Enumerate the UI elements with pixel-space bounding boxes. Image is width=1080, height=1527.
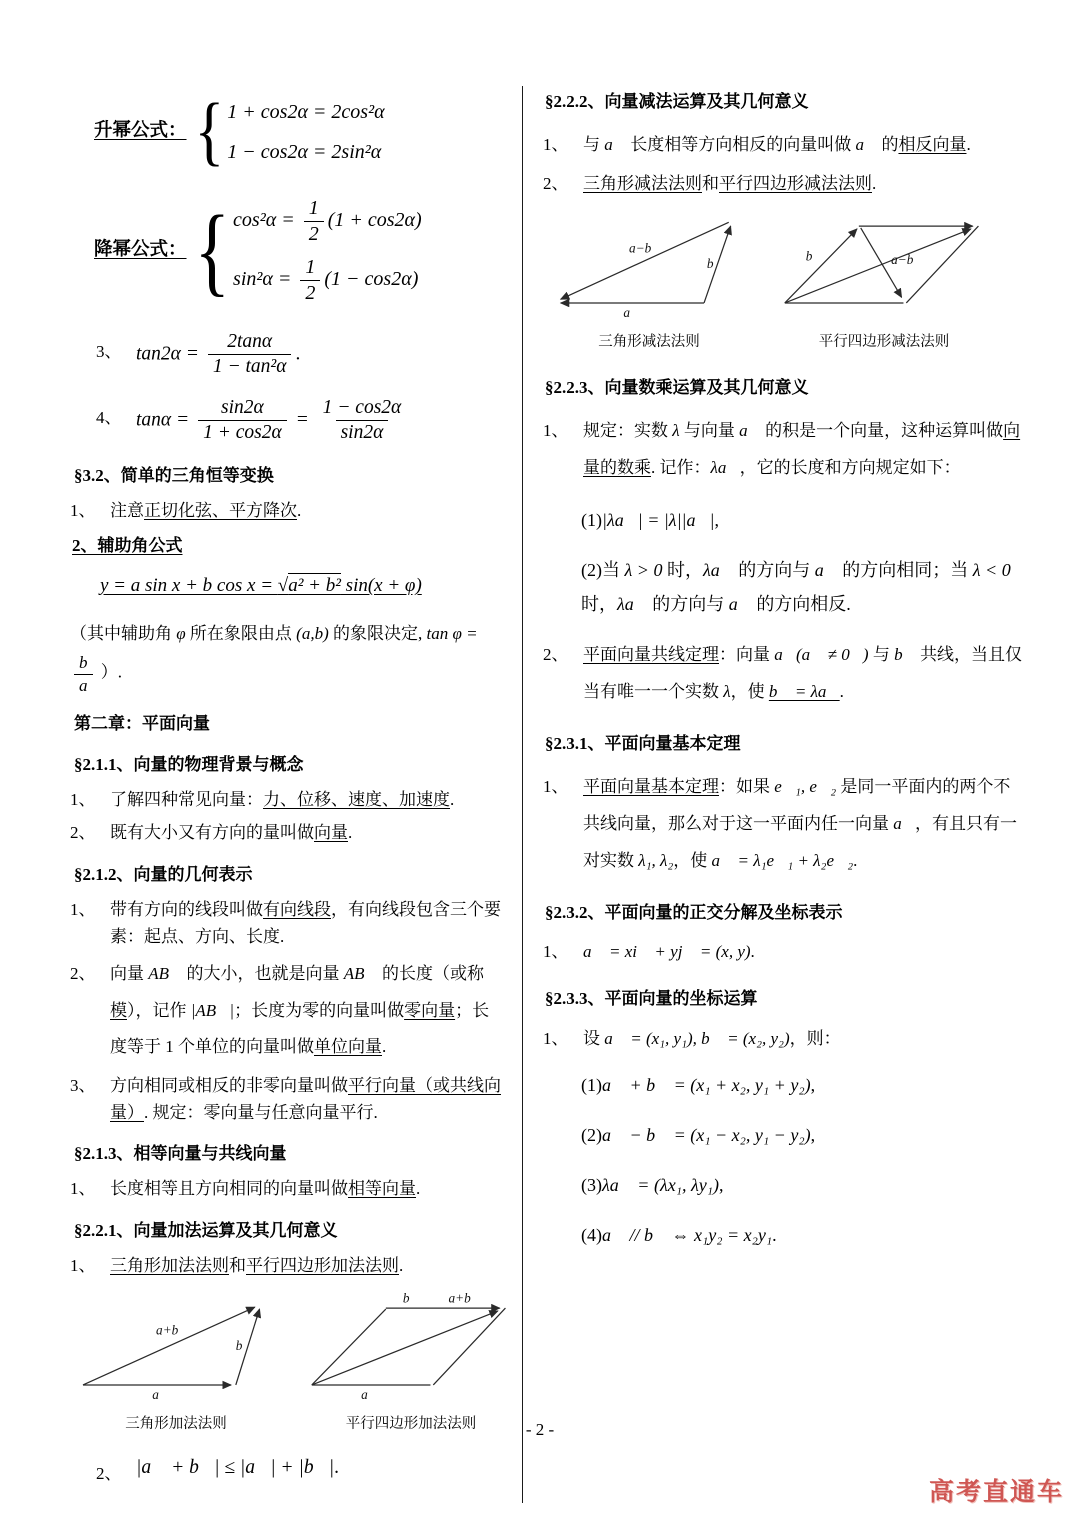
- item-number: 3、: [70, 1075, 96, 1095]
- section-heading-3-2: §3.2、简单的三角恒等变换: [74, 465, 274, 485]
- scalar-mult-rule-2: (2)当 λ > 0 时，λa⃗ 的方向与 a⃗ 的方向相同；当 λ < 0 时，λa⃗ 的方向与 a⃗ 的方向相反.: [581, 559, 1011, 614]
- fraction: $\frac{\sin 2\alpha}{1 + \cos 2\alpha}$: [198, 396, 287, 446]
- label-a-minus-b: a−b: [629, 240, 652, 256]
- addition-diagrams: [76, 1291, 506, 1436]
- raise-power-formula-block: [94, 88, 506, 176]
- formula-line: 1 + cos2α = 2cos²α: [227, 101, 385, 123]
- fraction: $\frac{1}{2}$: [300, 255, 320, 306]
- parallelogram-subtraction-diagram: [777, 209, 991, 354]
- scalar-mult-rule-1: (1)|λa⃗| = |λ||a⃗|,: [581, 509, 719, 530]
- coordinate-op-2: (2)a⃗ − b⃗ = (x₁ − x₂, y₁ − y₂),: [581, 1125, 816, 1145]
- parallelogram-subtraction-svg: [777, 209, 991, 321]
- item-text: 了解四种常见向量：力、位移、速度、加速度.: [110, 790, 455, 810]
- section-heading-2-1-1: §2.1.1、向量的物理背景与概念: [74, 754, 304, 774]
- list-item: [70, 819, 506, 846]
- collinear-theorem-item: [543, 637, 1024, 710]
- right-column: [523, 86, 1024, 1503]
- chapter-2-heading: 第二章：平面向量: [74, 713, 210, 733]
- section-heading-2-2-2: §2.2.2、向量减法运算及其几何意义: [545, 92, 809, 111]
- triangle-subtraction-svg: [549, 209, 749, 321]
- orthogonal-decomposition-item: [543, 938, 1024, 965]
- label-b: b: [706, 255, 714, 271]
- item-text: 三角形加法法则和平行四边形加法法则.: [110, 1255, 404, 1275]
- subtraction-diagrams: [549, 209, 1024, 354]
- item-text: 设 a⃗ = (x₁, y₁), b⃗ = (x₂, y₂)，则：: [583, 1028, 841, 1048]
- item-formula: tan2α = $\frac{2\tan\alpha}{\text{1 − tan²α}}$ .: [136, 330, 506, 380]
- list-item: [543, 413, 1024, 486]
- vector-labels: [152, 1323, 243, 1403]
- list-item: [70, 1175, 506, 1202]
- label-a-minus-b: a−b: [891, 251, 914, 267]
- note-text: （其中辅助角 φ 所在象限由点 (a,b) 的象限决定, tan φ =: [70, 624, 478, 644]
- item-number: 1、: [70, 790, 96, 810]
- item-text: 与 a⃗ 长度相等方向相反的向量叫做 a⃗ 的相反向量.: [583, 135, 971, 155]
- left-brace: {: [194, 88, 225, 174]
- left-brace: {: [194, 195, 231, 306]
- formula-text: sin²α =: [233, 268, 297, 291]
- vector-lines: [561, 222, 731, 303]
- list-item: [70, 1072, 506, 1126]
- item-number: 2、: [543, 645, 569, 665]
- fraction: $\frac{1}{2}$: [304, 196, 324, 247]
- item-number: 1、: [70, 1179, 96, 1199]
- parallelogram-addition-diagram: [304, 1291, 518, 1436]
- list-item: [70, 786, 506, 813]
- formula-text: (1 + cos2α): [327, 209, 422, 232]
- label-a: a: [152, 1387, 159, 1403]
- item-text: 方向相同或相反的非零向量叫做平行向量（或共线向量）. 规定：零向量与任意向量平行.: [110, 1075, 501, 1122]
- aux-angle-heading: 2、辅助角公式: [72, 535, 183, 555]
- label-b: b: [402, 1290, 410, 1306]
- parallelogram-addition-svg: [304, 1291, 518, 1403]
- vector-lines: [312, 1308, 506, 1385]
- item-text: 带有方向的线段叫做有向线段，有向线段包含三个要素：起点、方向、长度.: [110, 899, 501, 946]
- section-heading-2-3-3: §2.3.3、平面向量的坐标运算: [545, 989, 758, 1009]
- formula-text: (1 − cos2α): [324, 268, 419, 291]
- section-heading-2-3-1: §2.3.1、平面向量基本定理: [545, 734, 741, 754]
- left-column: [70, 86, 522, 1503]
- coordinate-op-3: (3)λa⃗ = (λx₁, λy₁),: [581, 1175, 724, 1196]
- item-text: 三角形减法法则和平行四边形减法法则.: [583, 173, 877, 193]
- fraction: $\frac{b}{a}$: [74, 652, 93, 696]
- section-heading-2-2-3: §2.2.3、向量数乘运算及其几何意义: [545, 378, 809, 398]
- item-number: 1、: [543, 1028, 569, 1048]
- item-text: 平面向量共线定理：向量 a⃗(a⃗ ≠ 0⃗) 与 b⃗ 共线，当且仅当有唯一一个实数 λ，使 b⃗ = λa⃗.: [583, 645, 1023, 701]
- formula-item-tan-2a: [96, 330, 506, 380]
- lower-power-label: 降幂公式：: [94, 240, 187, 261]
- formula-text: cos²α =: [233, 209, 300, 232]
- label-a: a: [361, 1387, 368, 1403]
- watermark: 高考直通车: [928, 1479, 1064, 1506]
- item-number: 2、: [96, 1464, 122, 1484]
- vector-labels: [623, 241, 714, 321]
- label-b: b: [805, 248, 813, 264]
- section-heading-2-1-3: §2.1.3、相等向量与共线向量: [74, 1144, 287, 1164]
- item-number: 2、: [70, 823, 96, 843]
- list-item: [543, 170, 1024, 197]
- vector-lines: [83, 1307, 260, 1385]
- coordinate-op-4: (4)a⃗ // b⃗ ⇔ x₁y₂ = x₂y₁.: [581, 1225, 777, 1246]
- fundamental-theorem-item: [543, 769, 1024, 879]
- item-number: 1、: [543, 135, 569, 155]
- fraction: $\frac{2\tan\alpha}{\text{1 − tan²α}}$: [208, 330, 292, 380]
- label-a-plus-b: a+b: [448, 1290, 471, 1306]
- formula-line: [233, 255, 422, 306]
- item-text: 长度相等且方向相同的向量叫做相等向量.: [110, 1179, 421, 1199]
- formula-line: [233, 196, 422, 247]
- item-text: 规定：实数 λ 与向量 a⃗ 的积是一个向量，这种运算叫做向量的数乘. 记作：λa⃗，它的长度和方向规定如下：: [583, 421, 1021, 478]
- item-formula: a⃗ = xi⃗ + yj⃗ = (x, y).: [583, 942, 755, 962]
- diagram-caption: 平行四边形减法法则: [818, 334, 950, 351]
- item-number: 2、: [70, 964, 96, 984]
- label-b: b: [235, 1337, 243, 1353]
- section-heading-2-1-2: §2.1.2、向量的几何表示: [74, 864, 253, 884]
- lower-power-lines: [233, 188, 422, 314]
- item-text: 注意正切化弦、平方降次.: [110, 500, 302, 520]
- list-item: [70, 956, 506, 1066]
- item-formula: tanα = $\frac{\sin 2\alpha}{1 + \cos 2\alpha}$ = $\frac{1 - \cos 2\alpha}{\sin 2\alpha}$: [136, 396, 506, 446]
- item-text: 既有大小又有方向的量叫做向量.: [110, 823, 353, 843]
- item-number: 1、: [70, 899, 96, 919]
- item-formula: |a⃗ + b⃗| ≤ |a⃗| + |b⃗|.: [136, 1457, 339, 1479]
- item-text: 平面向量基本定理：如果 e⃗₁, e⃗₂ 是同一平面内的两个不共线向量，那么对于这一平面内任一向量 a⃗，有且只有一对实数 λ₁, λ₂，使 a⃗ = λ₁e⃗₁ + λ₂e⃗₂.: [583, 777, 1017, 870]
- item-number: 1、: [543, 777, 569, 797]
- item-number: 1、: [543, 942, 569, 962]
- list-item: [70, 497, 506, 524]
- aux-angle-note: [70, 617, 506, 695]
- diagram-caption: 三角形加法法则: [125, 1416, 227, 1433]
- page-number: - 2 -: [525, 1419, 555, 1439]
- coordinate-ops-item: [543, 1025, 1024, 1052]
- aux-angle-formula: y = a sin x + b cos x = √a² + b² sin(x + φ): [100, 575, 422, 597]
- triangle-inequality-item: [96, 1452, 506, 1487]
- coordinate-op-1: (1)a⃗ + b⃗ = (x₁ + x₂, y₁ + y₂),: [581, 1074, 816, 1095]
- item-number: 3、: [96, 342, 122, 361]
- diagram-caption: 平行四边形加法法则: [345, 1416, 477, 1433]
- raise-power-lines: [227, 88, 384, 176]
- formula-item-tan-a: [96, 396, 506, 446]
- vector-lines: [785, 226, 979, 303]
- item-number: 4、: [96, 407, 122, 427]
- lower-power-formula-block: [94, 188, 506, 314]
- list-item: [70, 1252, 506, 1279]
- item-number: 1、: [70, 500, 96, 520]
- fraction: $\frac{1 - \cos 2\alpha}{\sin 2\alpha}$: [318, 396, 407, 446]
- label-a: a: [623, 305, 631, 321]
- note-text: ）.: [96, 662, 122, 682]
- section-heading-2-3-2: §2.3.2、平面向量的正交分解及坐标表示: [545, 903, 843, 923]
- triangle-addition-diagram: [76, 1291, 276, 1436]
- item-number: 1、: [543, 421, 569, 441]
- section-heading-2-2-1: §2.2.1、向量加法运算及其几何意义: [74, 1220, 338, 1240]
- item-number: 1、: [70, 1255, 96, 1275]
- formula-line: 1 − cos2α = 2sin²α: [227, 141, 382, 163]
- raise-power-label: 升幂公式：: [94, 121, 187, 142]
- diagram-caption: 三角形减法法则: [598, 334, 700, 351]
- triangle-addition-svg: [76, 1291, 276, 1403]
- item-text: 向量 AB⃗ 的大小，也就是向量 AB⃗ 的长度（或称模），记作 |AB⃗|；长度为零的向量叫做零向量；长度等于 1 个单位的向量叫做单位向量.: [110, 964, 490, 1057]
- label-a-plus-b: a+b: [156, 1322, 179, 1338]
- triangle-subtraction-diagram: [549, 209, 749, 354]
- list-item: [70, 896, 506, 950]
- list-item: [543, 127, 1024, 164]
- item-number: 2、: [543, 173, 569, 193]
